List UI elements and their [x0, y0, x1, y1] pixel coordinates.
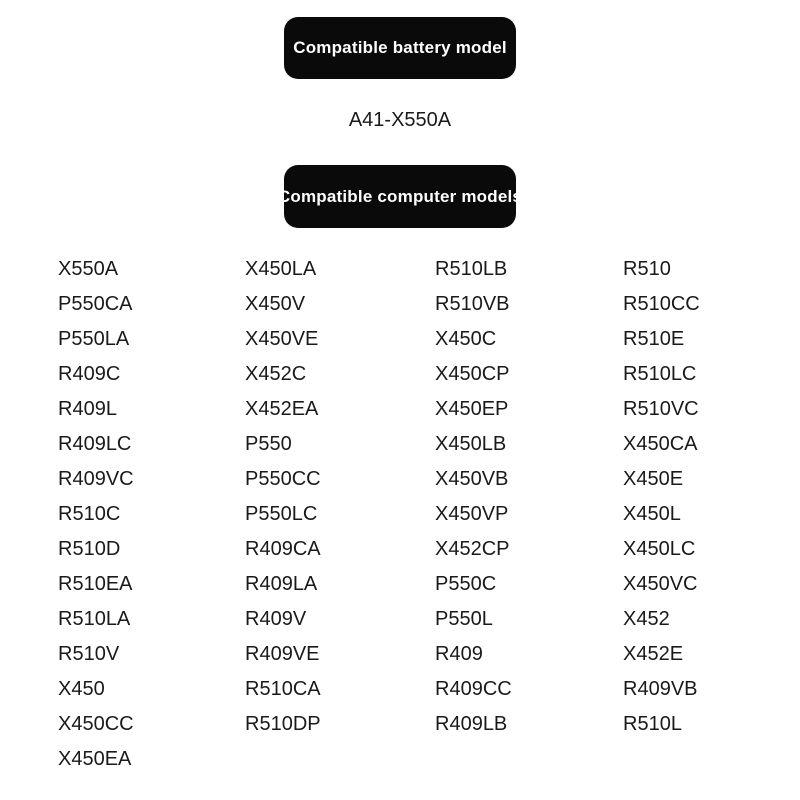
model-item: X450VE [245, 328, 319, 350]
model-item: R409VE [245, 643, 320, 665]
model-item: X452C [245, 363, 307, 385]
model-item: R510E [623, 328, 685, 350]
model-item: X450VB [435, 468, 509, 490]
model-item: X450E [623, 468, 684, 490]
model-item: R409LA [245, 573, 318, 595]
model-item: X450V [245, 293, 306, 315]
model-item: X450VC [623, 573, 698, 595]
model-item: R510CC [623, 293, 700, 315]
model-item: R409 [435, 643, 483, 665]
model-item: X450 [58, 678, 105, 700]
model-item: R409VB [623, 678, 698, 700]
model-item: R510LC [623, 363, 697, 385]
model-item: P550C [435, 573, 497, 595]
model-item: R510CA [245, 678, 321, 700]
model-item: X450VP [435, 503, 509, 525]
model-item: X450L [623, 503, 681, 525]
battery-badge-label: Compatible battery model [293, 38, 507, 57]
model-column-3 [435, 252, 623, 742]
model-item: R510L [623, 713, 682, 735]
model-column-2 [245, 252, 435, 742]
model-item: X450C [435, 328, 497, 350]
model-item: R409VC [58, 468, 134, 490]
model-item: X452CP [435, 538, 510, 560]
model-item: X452E [623, 643, 684, 665]
model-item: X450LA [245, 258, 317, 280]
battery-model-text: A41-X550A [348, 109, 452, 131]
model-item: R510 [623, 258, 671, 280]
model-item: X450EP [435, 398, 509, 420]
model-column-1 [58, 252, 245, 777]
model-item: P550 [245, 433, 292, 455]
model-item: R510EA [58, 573, 133, 595]
model-item: X550A [58, 258, 119, 280]
model-item: R510DP [245, 713, 321, 735]
model-item: R409LB [435, 713, 508, 735]
battery-badge [284, 17, 516, 79]
model-item: P550CA [58, 293, 133, 315]
model-item: R409CC [435, 678, 512, 700]
computer-badge [277, 165, 523, 228]
model-item: X450LC [623, 538, 696, 560]
model-item: R510C [58, 503, 121, 525]
computer-badge-label: Compatible computer models [277, 186, 523, 206]
model-item: P550L [435, 608, 493, 630]
model-item: R409CA [245, 538, 321, 560]
model-item: R510V [58, 643, 120, 665]
model-item: P550LC [245, 503, 318, 525]
model-column-4 [623, 252, 800, 742]
model-item: R409C [58, 363, 121, 385]
model-item: X452EA [245, 398, 319, 420]
model-item: R409V [245, 608, 307, 630]
model-item: X450CA [623, 433, 698, 455]
computer-model-grid [58, 252, 800, 777]
model-item: R510VB [435, 293, 510, 315]
model-item: R510LA [58, 608, 131, 630]
model-item: R510VC [623, 398, 699, 420]
model-item: R510D [58, 538, 121, 560]
model-item: R409L [58, 398, 117, 420]
model-item: X452 [623, 608, 670, 630]
model-item: P550CC [245, 468, 321, 490]
model-item: R510LB [435, 258, 508, 280]
model-item: X450CC [58, 713, 134, 735]
model-item: R409LC [58, 433, 132, 455]
model-item: X450CP [435, 363, 510, 385]
model-item: X450EA [58, 748, 132, 770]
model-item: X450LB [435, 433, 507, 455]
model-item: P550LA [58, 328, 130, 350]
